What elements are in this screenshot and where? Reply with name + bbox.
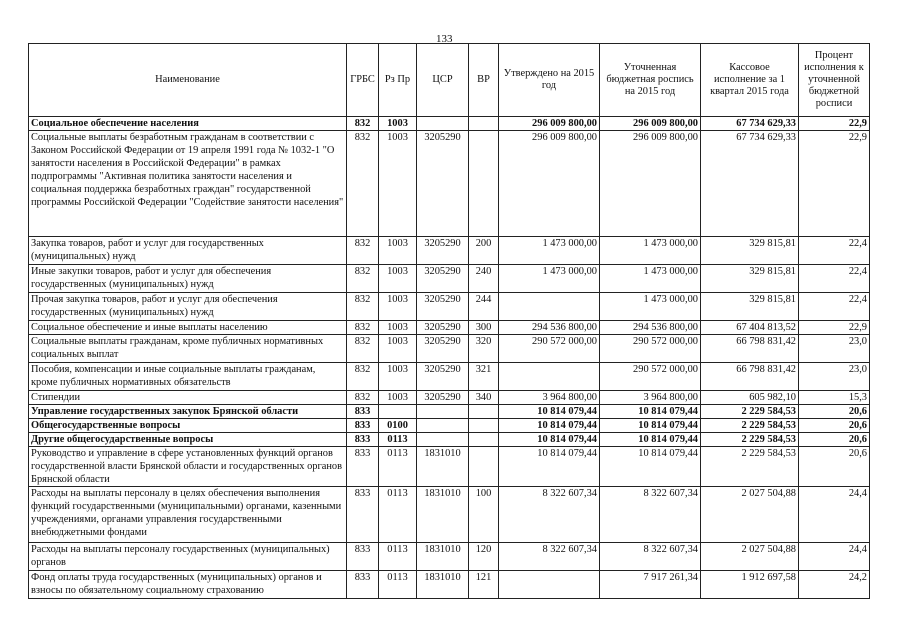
cell-vr xyxy=(469,419,499,433)
cell-rzpr: 1003 xyxy=(379,391,417,405)
cell-csr: 3205290 xyxy=(417,237,469,265)
cell-approved xyxy=(499,571,600,599)
cell-percent: 22,9 xyxy=(799,131,870,237)
cell-name: Руководство и управление в сфере установленных функций органов государственной власти Брянской области и государственных органов Брянской области xyxy=(29,447,347,487)
cell-csr: 3205290 xyxy=(417,321,469,335)
table-row xyxy=(29,131,870,237)
table-row xyxy=(29,293,870,321)
cell-grbs: 832 xyxy=(347,237,379,265)
cell-rzpr: 1003 xyxy=(379,265,417,293)
cell-grbs: 833 xyxy=(347,405,379,419)
cell-cash: 329 815,81 xyxy=(701,293,799,321)
cell-refined: 294 536 800,00 xyxy=(600,321,701,335)
cell-refined: 8 322 607,34 xyxy=(600,487,701,543)
table-row xyxy=(29,265,870,293)
cell-cash: 2 027 504,88 xyxy=(701,543,799,571)
cell-grbs: 832 xyxy=(347,131,379,237)
cell-refined: 10 814 079,44 xyxy=(600,433,701,447)
cell-cash: 2 229 584,53 xyxy=(701,433,799,447)
table-row xyxy=(29,117,870,131)
cell-rzpr: 1003 xyxy=(379,321,417,335)
cell-refined: 1 473 000,00 xyxy=(600,265,701,293)
cell-refined: 10 814 079,44 xyxy=(600,419,701,433)
cell-csr: 3205290 xyxy=(417,265,469,293)
header-row xyxy=(29,44,870,117)
cell-csr: 3205290 xyxy=(417,363,469,391)
cell-vr xyxy=(469,447,499,487)
cell-vr: 320 xyxy=(469,335,499,363)
table-row xyxy=(29,487,870,543)
cell-percent: 20,6 xyxy=(799,447,870,487)
cell-name: Социальные выплаты гражданам, кроме публичных нормативных социальных выплат xyxy=(29,335,347,363)
header-rzpr: Рз Пр xyxy=(379,44,417,117)
cell-csr xyxy=(417,433,469,447)
header-percent: Процент исполнения к уточненной бюджетной росписи xyxy=(799,44,870,117)
cell-refined: 3 964 800,00 xyxy=(600,391,701,405)
cell-cash: 329 815,81 xyxy=(701,237,799,265)
cell-vr xyxy=(469,131,499,237)
header-csr: ЦСР xyxy=(417,44,469,117)
cell-name: Стипендии xyxy=(29,391,347,405)
cell-rzpr xyxy=(379,405,417,419)
cell-vr: 300 xyxy=(469,321,499,335)
cell-cash: 1 912 697,58 xyxy=(701,571,799,599)
table-row xyxy=(29,419,870,433)
cell-name: Иные закупки товаров, работ и услуг для обеспечения государственных (муниципальных) нужд xyxy=(29,265,347,293)
cell-refined: 7 917 261,34 xyxy=(600,571,701,599)
table-row xyxy=(29,571,870,599)
cell-grbs: 832 xyxy=(347,321,379,335)
cell-percent: 15,3 xyxy=(799,391,870,405)
cell-rzpr: 1003 xyxy=(379,335,417,363)
cell-percent: 22,9 xyxy=(799,117,870,131)
cell-rzpr: 1003 xyxy=(379,237,417,265)
cell-csr xyxy=(417,405,469,419)
cell-rzpr: 1003 xyxy=(379,293,417,321)
cell-name: Социальные выплаты безработным гражданам в соответствии с Законом Российской Федерации от 19 апреля 1991 года № 1032-1 "О занятости населения в Российской Федерации" в рамках подпрограммы "Активная политика занятости населения и социальная поддержка безработных граждан" государственной программы Российской Федерации "Содействие занятости населения" xyxy=(29,131,347,237)
cell-name: Социальное обеспечение и иные выплаты населению xyxy=(29,321,347,335)
cell-grbs: 833 xyxy=(347,433,379,447)
cell-approved: 1 473 000,00 xyxy=(499,265,600,293)
cell-grbs: 832 xyxy=(347,293,379,321)
cell-vr: 244 xyxy=(469,293,499,321)
cell-cash: 67 734 629,33 xyxy=(701,131,799,237)
cell-approved: 294 536 800,00 xyxy=(499,321,600,335)
cell-vr: 240 xyxy=(469,265,499,293)
table-row xyxy=(29,321,870,335)
cell-cash: 67 404 813,52 xyxy=(701,321,799,335)
header-vr: ВР xyxy=(469,44,499,117)
cell-vr: 340 xyxy=(469,391,499,405)
cell-grbs: 833 xyxy=(347,447,379,487)
cell-rzpr: 0113 xyxy=(379,487,417,543)
cell-percent: 20,6 xyxy=(799,419,870,433)
cell-csr: 1831010 xyxy=(417,543,469,571)
cell-csr: 1831010 xyxy=(417,447,469,487)
cell-grbs: 833 xyxy=(347,543,379,571)
cell-name: Социальное обеспечение населения xyxy=(29,117,347,131)
header-name: Наименование xyxy=(29,44,347,117)
cell-cash: 66 798 831,42 xyxy=(701,363,799,391)
cell-rzpr: 0113 xyxy=(379,543,417,571)
cell-percent: 24,2 xyxy=(799,571,870,599)
cell-approved: 10 814 079,44 xyxy=(499,433,600,447)
cell-grbs: 832 xyxy=(347,363,379,391)
cell-approved: 10 814 079,44 xyxy=(499,447,600,487)
cell-rzpr: 0113 xyxy=(379,571,417,599)
cell-approved: 10 814 079,44 xyxy=(499,405,600,419)
table-row xyxy=(29,447,870,487)
cell-percent: 23,0 xyxy=(799,363,870,391)
table-row xyxy=(29,543,870,571)
header-cash: Кассовое исполнение за 1 квартал 2015 года xyxy=(701,44,799,117)
cell-vr: 120 xyxy=(469,543,499,571)
cell-refined: 290 572 000,00 xyxy=(600,363,701,391)
page-number: 133 xyxy=(436,33,453,45)
cell-refined: 1 473 000,00 xyxy=(600,293,701,321)
cell-grbs: 832 xyxy=(347,335,379,363)
cell-vr: 121 xyxy=(469,571,499,599)
cell-rzpr: 0100 xyxy=(379,419,417,433)
cell-refined: 290 572 000,00 xyxy=(600,335,701,363)
cell-name: Пособия, компенсации и иные социальные выплаты гражданам, кроме публичных нормативных обязательств xyxy=(29,363,347,391)
cell-cash: 2 229 584,53 xyxy=(701,447,799,487)
cell-percent: 24,4 xyxy=(799,543,870,571)
budget-table xyxy=(28,43,870,599)
table-row xyxy=(29,335,870,363)
cell-csr: 3205290 xyxy=(417,131,469,237)
cell-name: Расходы на выплаты персоналу государственных (муниципальных) органов xyxy=(29,543,347,571)
cell-percent: 22,4 xyxy=(799,293,870,321)
cell-refined: 296 009 800,00 xyxy=(600,117,701,131)
cell-percent: 20,6 xyxy=(799,433,870,447)
cell-name: Фонд оплаты труда государственных (муниципальных) органов и взносы по обязательному социальному страхованию xyxy=(29,571,347,599)
cell-approved xyxy=(499,293,600,321)
cell-grbs: 832 xyxy=(347,265,379,293)
cell-rzpr: 0113 xyxy=(379,433,417,447)
cell-name: Общегосударственные вопросы xyxy=(29,419,347,433)
cell-approved: 3 964 800,00 xyxy=(499,391,600,405)
cell-rzpr: 1003 xyxy=(379,117,417,131)
cell-csr xyxy=(417,117,469,131)
header-approved: Утверждено на 2015 год xyxy=(499,44,600,117)
cell-approved xyxy=(499,363,600,391)
cell-name: Расходы на выплаты персоналу в целях обеспечения выполнения функций государственными (муниципальными) органами, казенными учреждениями, органами управления государственными внебюджетными фондами xyxy=(29,487,347,543)
cell-refined: 8 322 607,34 xyxy=(600,543,701,571)
cell-cash: 2 027 504,88 xyxy=(701,487,799,543)
header-refined: Уточненная бюджетная роспись на 2015 год xyxy=(600,44,701,117)
cell-cash: 605 982,10 xyxy=(701,391,799,405)
header-grbs: ГРБС xyxy=(347,44,379,117)
cell-rzpr: 0113 xyxy=(379,447,417,487)
table-row xyxy=(29,391,870,405)
cell-percent: 23,0 xyxy=(799,335,870,363)
cell-cash: 329 815,81 xyxy=(701,265,799,293)
cell-percent: 22,4 xyxy=(799,237,870,265)
cell-grbs: 833 xyxy=(347,487,379,543)
cell-csr: 3205290 xyxy=(417,293,469,321)
cell-refined: 10 814 079,44 xyxy=(600,447,701,487)
cell-percent: 22,4 xyxy=(799,265,870,293)
cell-cash: 66 798 831,42 xyxy=(701,335,799,363)
table-row xyxy=(29,405,870,419)
cell-approved: 290 572 000,00 xyxy=(499,335,600,363)
cell-cash: 2 229 584,53 xyxy=(701,419,799,433)
cell-name: Прочая закупка товаров, работ и услуг для обеспечения государственных (муниципальных) нужд xyxy=(29,293,347,321)
cell-percent: 20,6 xyxy=(799,405,870,419)
cell-name: Закупка товаров, работ и услуг для государственных (муниципальных) нужд xyxy=(29,237,347,265)
cell-approved: 1 473 000,00 xyxy=(499,237,600,265)
cell-percent: 24,4 xyxy=(799,487,870,543)
cell-csr: 1831010 xyxy=(417,571,469,599)
cell-vr xyxy=(469,433,499,447)
cell-name: Управление государственных закупок Брянской области xyxy=(29,405,347,419)
cell-approved: 8 322 607,34 xyxy=(499,543,600,571)
cell-approved: 10 814 079,44 xyxy=(499,419,600,433)
cell-grbs: 833 xyxy=(347,571,379,599)
cell-vr xyxy=(469,405,499,419)
cell-grbs: 833 xyxy=(347,419,379,433)
cell-csr xyxy=(417,419,469,433)
cell-vr: 100 xyxy=(469,487,499,543)
cell-csr: 3205290 xyxy=(417,391,469,405)
cell-approved: 296 009 800,00 xyxy=(499,117,600,131)
cell-vr: 200 xyxy=(469,237,499,265)
cell-grbs: 832 xyxy=(347,391,379,405)
table-row xyxy=(29,363,870,391)
cell-cash: 2 229 584,53 xyxy=(701,405,799,419)
cell-refined: 296 009 800,00 xyxy=(600,131,701,237)
cell-percent: 22,9 xyxy=(799,321,870,335)
cell-cash: 67 734 629,33 xyxy=(701,117,799,131)
cell-rzpr: 1003 xyxy=(379,363,417,391)
cell-rzpr: 1003 xyxy=(379,131,417,237)
cell-approved: 8 322 607,34 xyxy=(499,487,600,543)
table-row xyxy=(29,433,870,447)
cell-csr: 1831010 xyxy=(417,487,469,543)
cell-name: Другие общегосударственные вопросы xyxy=(29,433,347,447)
cell-approved: 296 009 800,00 xyxy=(499,131,600,237)
cell-vr xyxy=(469,117,499,131)
cell-refined: 10 814 079,44 xyxy=(600,405,701,419)
cell-vr: 321 xyxy=(469,363,499,391)
cell-refined: 1 473 000,00 xyxy=(600,237,701,265)
cell-grbs: 832 xyxy=(347,117,379,131)
cell-csr: 3205290 xyxy=(417,335,469,363)
table-row xyxy=(29,237,870,265)
